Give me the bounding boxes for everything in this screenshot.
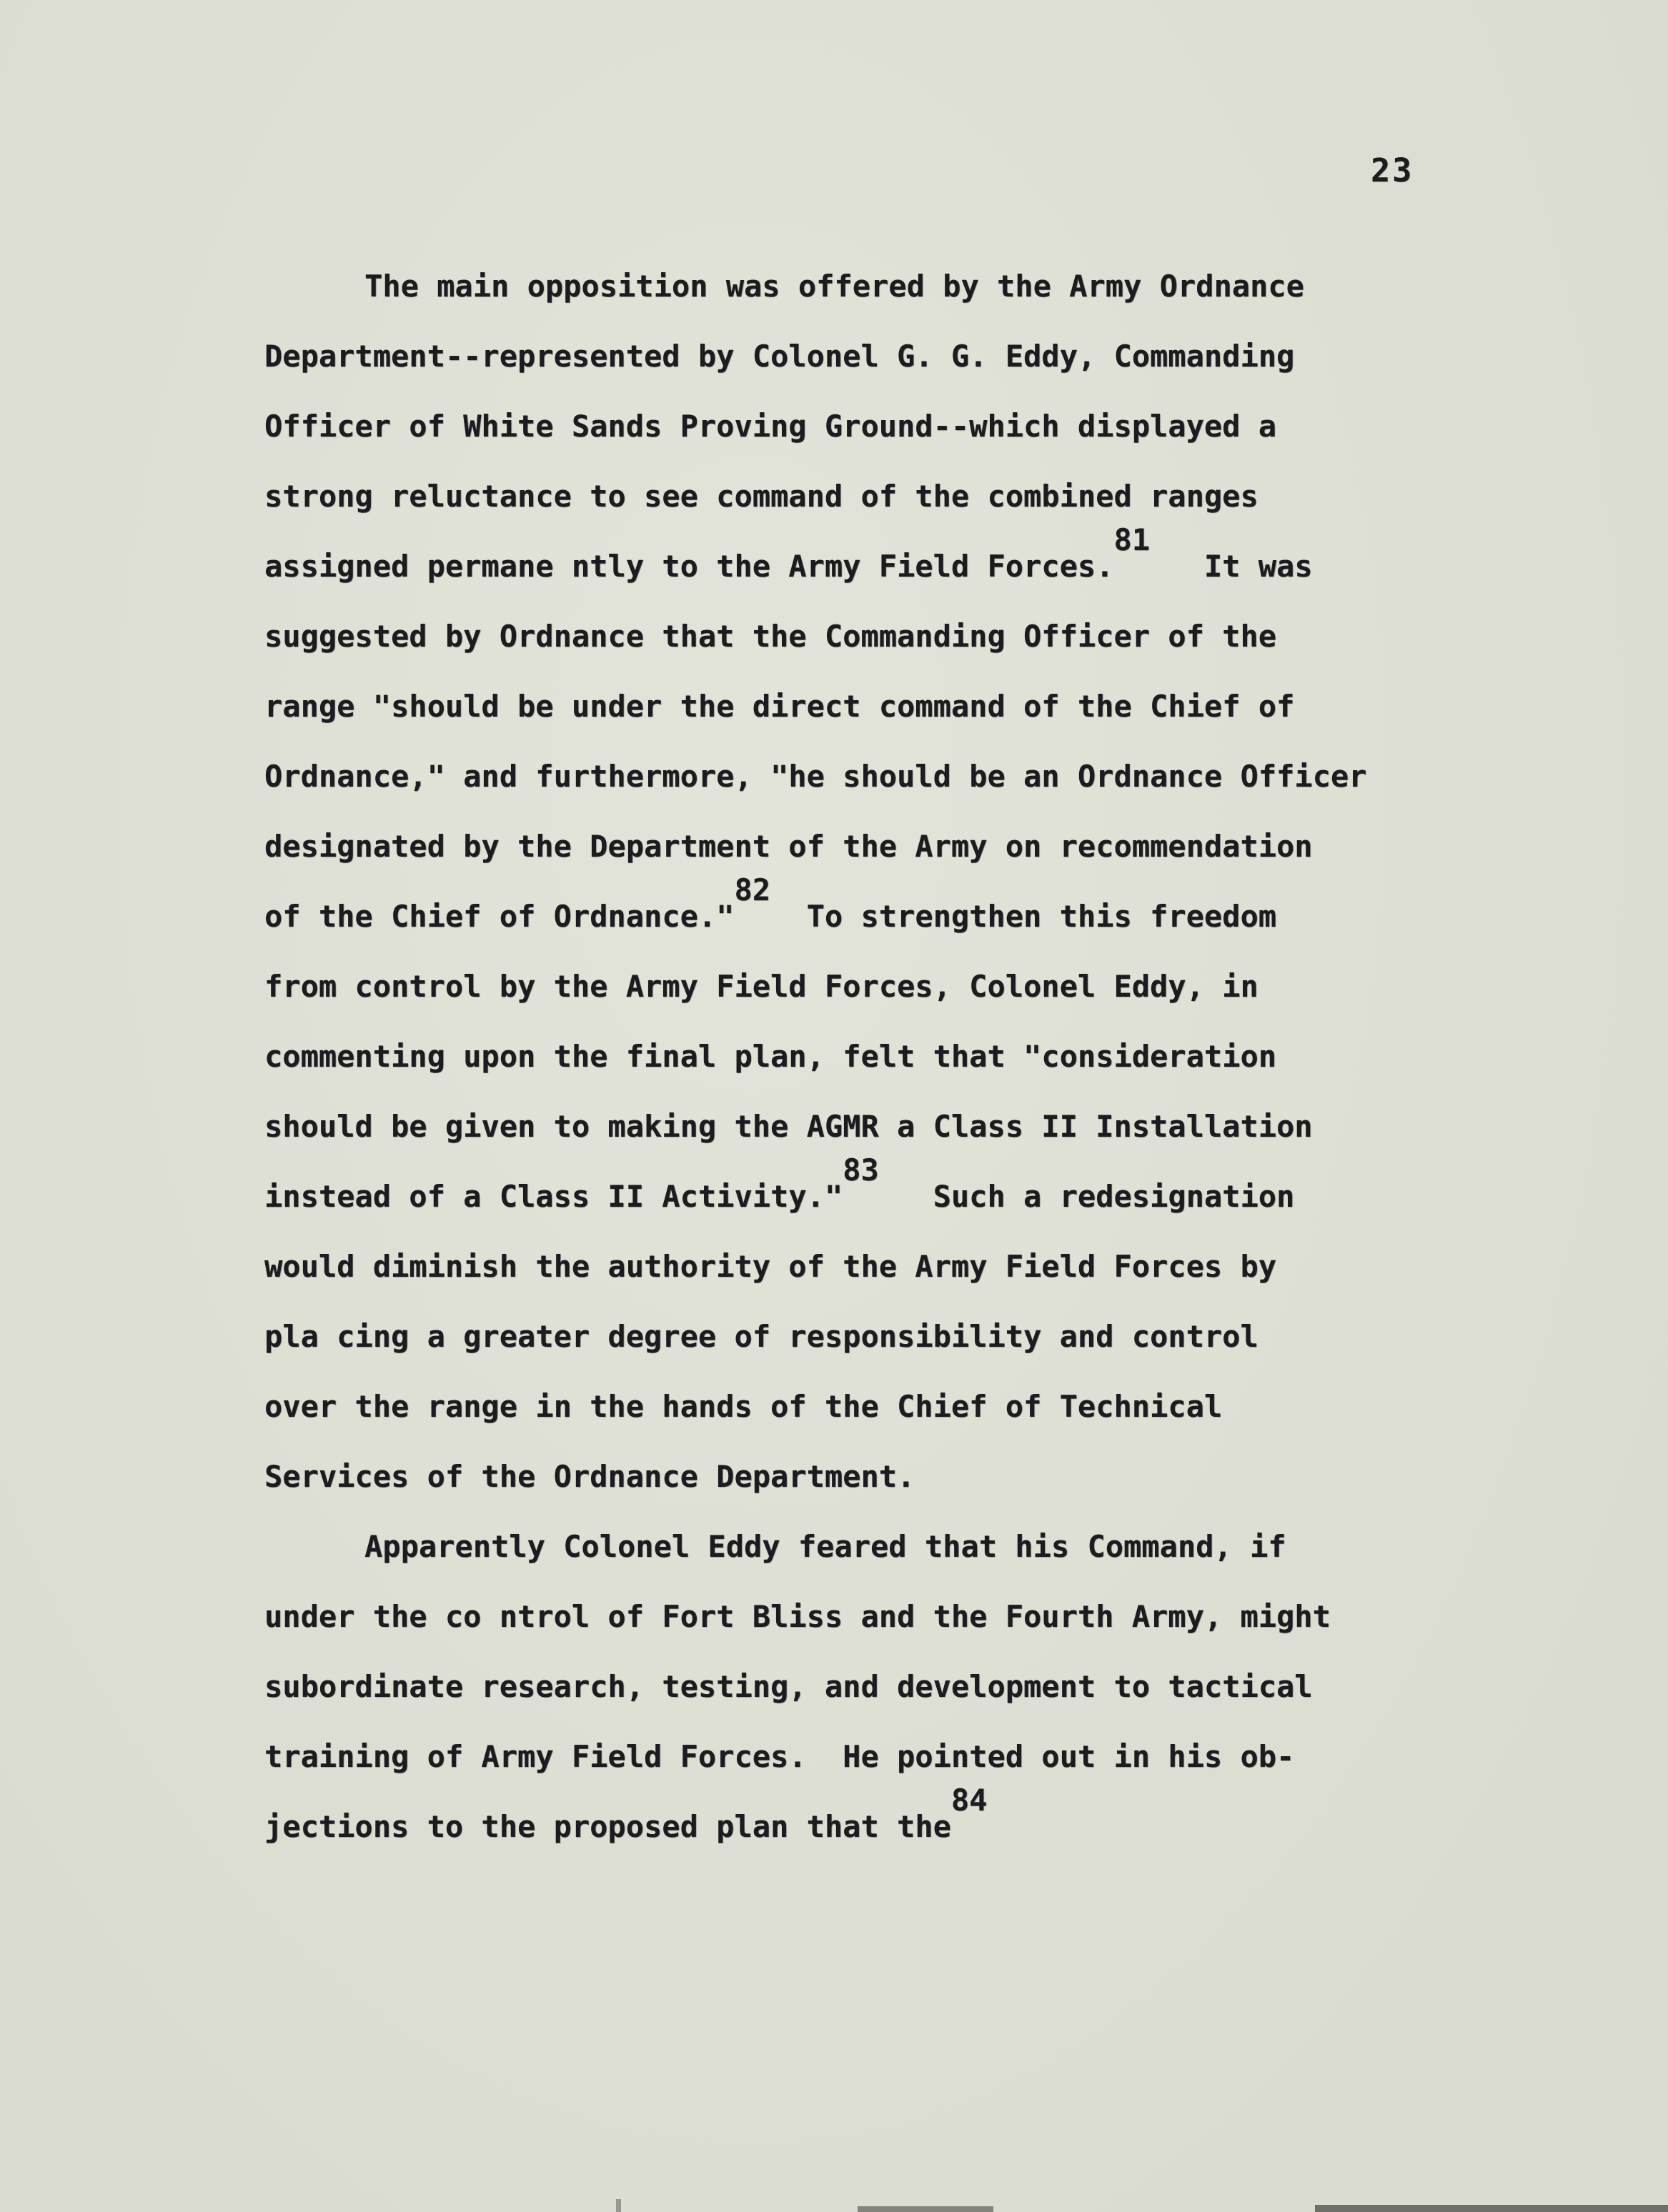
text-run: commenting upon the final plan, felt that "consideration	[264, 1039, 1277, 1074]
text-run: designated by the Department of the Army on recommendation	[264, 829, 1313, 864]
text-run: The main opposition was offered by the Army Ordnance	[364, 269, 1304, 304]
text-line	[264, 1372, 1366, 1442]
text-run: Such a redesignation	[878, 1179, 1295, 1214]
text-line	[264, 392, 1366, 462]
scan-artifact	[1315, 2205, 1668, 2212]
text-line: instead of a Class II Activity."83 Such a redesignation	[264, 1152, 1295, 1214]
text-run: It was	[1150, 549, 1313, 584]
text-line	[264, 672, 1366, 742]
scan-artifact	[858, 2206, 993, 2212]
text-run: Officer of White Sands Proving Ground--which displayed a	[264, 409, 1277, 444]
scan-artifact	[616, 2199, 621, 2212]
text-line	[264, 1652, 1366, 1722]
text-run: Ordnance," and furthermore, "he should be an Ordnance Officer	[264, 759, 1367, 794]
text-run: under the co ntrol of Fort Bliss and the Fourth Army, might	[264, 1599, 1331, 1634]
text-run: subordinate research, testing, and development to tactical	[264, 1669, 1313, 1704]
document-body	[264, 251, 1366, 1862]
text-line	[264, 602, 1366, 672]
page-number: 23	[1371, 151, 1414, 189]
text-run: strong reluctance to see command of the combined ranges	[264, 479, 1259, 514]
text-run: over the range in the hands of the Chief of Technical	[264, 1389, 1223, 1424]
text-run: instead of a Class II Activity."	[264, 1179, 843, 1214]
text-line	[264, 462, 1366, 532]
text-line	[264, 1302, 1366, 1372]
text-run: Services of the Ordnance Department.	[264, 1459, 915, 1494]
text-line: jections to the proposed plan that the84	[264, 1783, 988, 1844]
text-run: from control by the Army Field Forces, Colonel Eddy, in	[264, 969, 1259, 1004]
text-run: training of Army Field Forces. He pointed out in his ob-	[264, 1739, 1295, 1774]
text-run: assigned permane ntly to the Army Field Forces.	[264, 549, 1114, 584]
text-run: jections to the proposed plan that the	[264, 1809, 951, 1844]
text-line	[264, 742, 1366, 812]
text-line	[264, 1512, 1366, 1582]
text-line: of the Chief of Ordnance."82 To strengthen this freedom	[264, 872, 1277, 934]
text-line	[264, 1022, 1366, 1092]
text-line	[264, 812, 1366, 882]
text-run: range "should be under the direct command of the Chief of	[264, 689, 1295, 724]
text-line	[264, 1442, 1366, 1512]
text-line: assigned permane ntly to the Army Field Forces.81 It was	[264, 522, 1313, 584]
text-run: pla cing a greater degree of responsibility and control	[264, 1319, 1259, 1354]
text-run: To strengthen this freedom	[770, 899, 1277, 934]
text-line	[264, 952, 1366, 1022]
text-run: suggested by Ordnance that the Commanding Officer of the	[264, 619, 1277, 654]
text-line	[264, 1232, 1366, 1302]
text-line	[264, 1722, 1366, 1792]
text-run: would diminish the authority of the Army Field Forces by	[264, 1249, 1277, 1284]
text-line	[264, 1092, 1366, 1162]
text-run: Apparently Colonel Eddy feared that his Command, if	[364, 1529, 1286, 1564]
text-line	[264, 251, 1366, 322]
text-run: of the Chief of Ordnance."	[264, 899, 735, 934]
text-line	[264, 322, 1366, 392]
text-line	[264, 1582, 1366, 1652]
text-run: should be given to making the AGMR a Class II Installation	[264, 1109, 1313, 1144]
text-run: Department--represented by Colonel G. G. Eddy, Commanding	[264, 339, 1295, 374]
